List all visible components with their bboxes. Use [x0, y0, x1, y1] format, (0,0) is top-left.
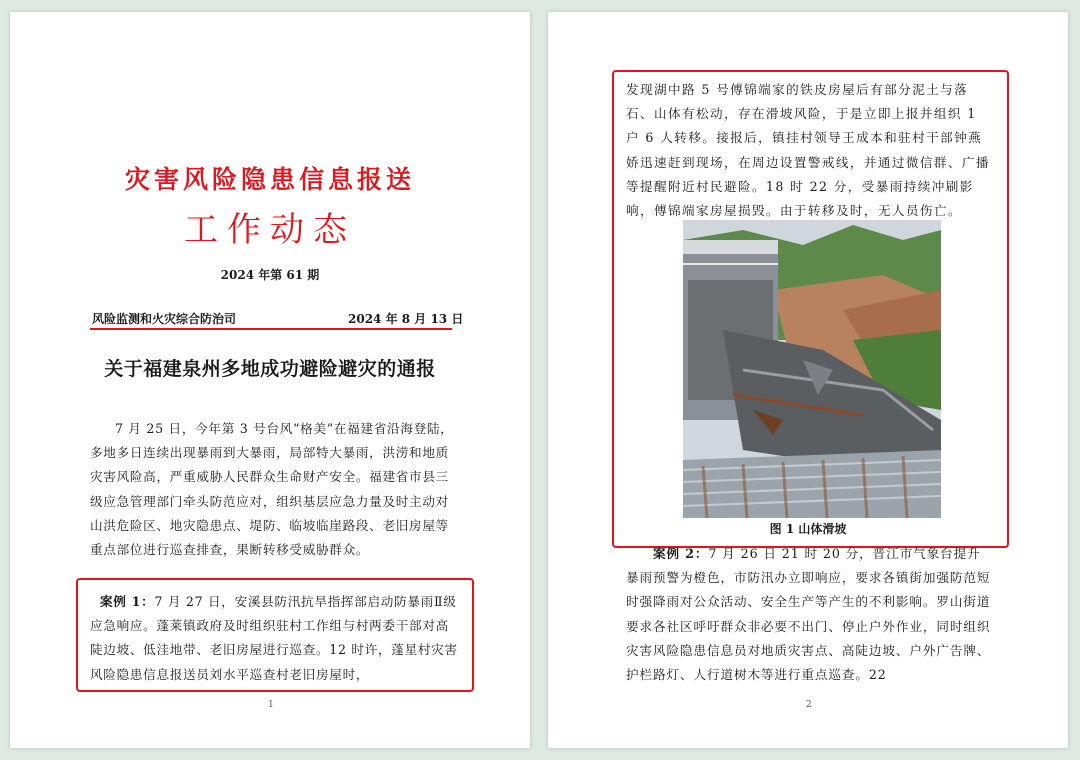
case1-text: 7 月 27 日，安溪县防汛抗旱指挥部启动防暴雨Ⅱ级应急响应。蓬莱镇政府及时组织驻村工作组与村两委干部对高陡边坡、低洼地带、老旧房屋进行巡查。12 时许，蓬星村灾害风险隐患信息报送员刘水平巡查村老旧房屋时，	[90, 594, 458, 682]
case2-text: 7 月 26 日 21 时 20 分，晋江市气象台提升暴雨预警为橙色，市防汛办立即响应，要求各镇街加强防范短时强降雨对公众活动、安全生产等产生的不利影响。罗山街道要求各社区呼吁群众非必要不出门、停止户外作业，同时组织灾害风险隐患信息员对地质灾害点、高陡边坡、户外广告牌、护栏路灯、人行道树木等进行重点巡查。22	[626, 546, 991, 683]
highlight-box-case1	[76, 578, 474, 692]
notice-title: 关于福建泉州多地成功避险避灾的通报	[104, 358, 436, 380]
case2-paragraph	[626, 542, 994, 687]
document-page-1	[10, 12, 530, 748]
case1-label: 案例 1：	[100, 594, 155, 609]
header-title: 灾害风险隐患信息报送	[124, 165, 415, 194]
issue-date: 2024 年 8 月 13 日	[348, 312, 464, 326]
case1-continued-paragraph: 发现湖中路 5 号傅锦端家的铁皮房屋后有部分泥土与落石、山体有松动，存在滑坡风险，于是立即上报并组织 1 户 6 人转移。接报后，镇挂村领导王成本和驻村干部钟燕娇迅速赶到现场，在周边设置警戒线，并通过微信群、广播等提醒附近村民避险。18 时 22 分，受暴雨持续冲刷影响，傅锦端家房屋损毁。由于转移及时，无人员伤亡。	[626, 82, 990, 219]
page-number: 1	[268, 700, 274, 710]
highlight-box-page2	[612, 70, 1009, 548]
header-subtitle: 工作动态	[184, 210, 356, 250]
document-page-2	[548, 12, 1068, 748]
issue-number: 2024 年第 61 期	[220, 268, 320, 282]
figure-caption: 图 1 山体滑坡	[769, 522, 847, 536]
department-name: 风险监测和火灾综合防治司	[92, 312, 237, 326]
case2-label: 案例 2：	[653, 546, 709, 561]
page-number: 2	[806, 700, 812, 710]
header-divider	[90, 328, 452, 330]
intro-paragraph: 7 月 25 日，今年第 3 号台风“格美”在福建省沿海登陆，多地多日连续出现暴雨到大暴雨，局部特大暴雨，洪涝和地质灾害风险高，严重威胁人民群众生命财产安全。福建省市县三级应急管理部门牵头防范应对，组织基层应急力量及时主动对山洪危险区、地灾隐患点、堤防、临坡临崖路段、老旧房屋等重点部位进行巡查排查，果断转移受威胁群众。	[90, 421, 454, 558]
